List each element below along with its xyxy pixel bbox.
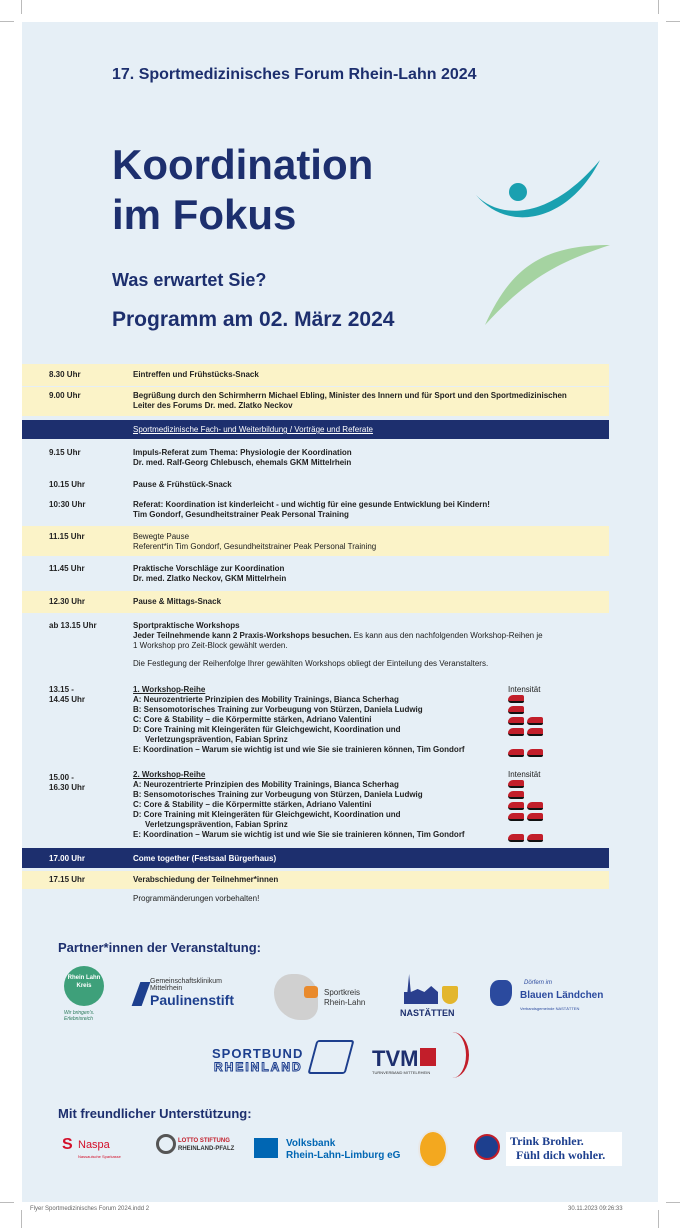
volksbank-line1: Volksbank	[286, 1138, 336, 1149]
nastaetten-name: NASTÄTTEN	[400, 1008, 455, 1018]
gkm-paulinenstift-logo	[136, 978, 256, 1008]
schedule-text: Begrüßung durch den Schirmherrn Michael Ebling, Minister des Innern und für Sport und den Sportmedizinischen Leiter des Forums Dr. med. Zlatko Neckov	[133, 391, 567, 410]
lotto-line2: RHEINLAND-PFALZ	[178, 1146, 235, 1152]
support-heading: Mit freundlicher Unterstützung:	[58, 1106, 252, 1121]
sportkreis-logo	[274, 968, 374, 1024]
tvm-swoosh-icon	[436, 1032, 469, 1078]
sneaker-icon	[508, 706, 524, 714]
clover-icon	[156, 1134, 176, 1154]
naspa-name: Naspa	[78, 1139, 110, 1151]
schedule-row	[22, 562, 609, 586]
blauen-laendchen-logo	[490, 978, 610, 1018]
sportbund-line1: SPORTBUND	[212, 1046, 304, 1061]
crop-mark	[658, 0, 659, 14]
sportkreis-name: Sportkreis Rhein-Lahn	[324, 988, 366, 1007]
lotto-line1: LOTTO STIFTUNG	[178, 1138, 230, 1144]
schedule-row	[22, 498, 609, 522]
brohler-line1: Trink Brohler.	[510, 1134, 584, 1148]
volksbank-logo	[254, 1136, 404, 1166]
nastaetten-logo	[398, 970, 464, 1020]
sponsor-badge-icon	[474, 1134, 500, 1160]
intensity-row	[508, 750, 546, 759]
schedule-time: 17.15 Uhr	[49, 875, 86, 884]
sponsor-badge-logo	[474, 1134, 502, 1162]
schedule-row	[22, 848, 609, 868]
gkm-line1: Gemeinschaftsklinikum	[150, 978, 222, 985]
schedule-text: Pause & Mittags-Snack	[133, 597, 222, 606]
blauen-line3: Verbandsgemeinde NASTÄTTEN	[520, 1006, 580, 1011]
sneaker-icon	[508, 791, 524, 799]
naspa-sub: Nassauische Sparkasse	[78, 1154, 121, 1159]
schedule-time: ab 13.15 Uhr	[49, 621, 97, 630]
figure-head	[509, 183, 527, 201]
schedule-time: 11.15 Uhr	[49, 532, 85, 541]
crop-mark	[658, 1210, 659, 1228]
sportbund-rheinland-logo	[212, 1038, 357, 1078]
headline	[112, 140, 373, 240]
map-highlight	[304, 986, 318, 998]
sneaker-icon	[508, 834, 524, 842]
headline-line1: Koordination	[112, 141, 374, 188]
crop-mark	[666, 1202, 680, 1203]
schedule-text: Pause & Frühstück-Snack	[133, 480, 232, 489]
forum-title: 17. Sportmedizinisches Forum Rhein-Lahn 2024	[112, 66, 477, 83]
intensity-row	[508, 729, 546, 738]
schedule-row	[22, 478, 609, 492]
schedule-row	[22, 446, 609, 470]
schedule-text: Come together (Festsaal Bürgerhaus)	[133, 854, 277, 863]
naspa-logo	[62, 1136, 142, 1166]
workshop-list: 1. Workshop-Reihe A: Neurozentrierte Prinzipien des Mobility Trainings, Bianca Scherhag B: Sensomotorisches Training zur Vorbeugung von Stürzen, Daniela Ludwig C: Core & Stability – die Körpermitte stärken, Adriano Valentini D: Core Training mit Kleingeräten für Gleichgewicht, Koordination und Verletzungsprävention, Fabian Sprinz E: Koordination – Warum sie wichtig ist und wie Sie sie trainieren können, Tim Gondorf	[133, 685, 465, 754]
intensity-row	[508, 835, 546, 844]
intensity-row	[508, 792, 527, 801]
brohler-line2: Fühl dich wohler.	[516, 1148, 606, 1162]
town-crest-icon	[442, 986, 458, 1004]
section-banner	[22, 420, 609, 439]
workshop-time: 13.15 - 14.45 Uhr	[49, 685, 86, 704]
schedule-time: 9.15 Uhr	[49, 448, 81, 457]
sneaker-icon	[508, 780, 524, 788]
crop-mark	[666, 21, 680, 22]
schedule-time: 17.00 Uhr	[49, 854, 86, 863]
partners-heading: Partner*innen der Veranstaltung:	[58, 940, 261, 955]
headline-line2: im Fokus	[112, 191, 297, 238]
brohler-logo	[506, 1132, 622, 1166]
sneaker-icon	[527, 834, 543, 842]
sneaker-icon	[527, 813, 543, 821]
sneaker-icon	[527, 728, 543, 736]
workshop-list: 2. Workshop-Reihe A: Neurozentrierte Prinzipien des Mobility Trainings, Bianca Scherhag B: Sensomotorisches Training zur Vorbeugung von Stürzen, Daniela Ludwig C: Core & Stability – die Körpermitte stärken, Adriano Valentini D: Core Training mit Kleingeräten für Gleichgewicht, Koordination und Verletzungsprävention, Fabian Sprinz E: Koordination – Warum sie wichtig ist und wie Sie sie trainieren können, Tim Gondorf	[133, 770, 465, 839]
disclaimer: Programmänderungen vorbehalten!	[133, 894, 260, 903]
sneaker-icon	[508, 749, 524, 757]
schedule-time: 9.00 Uhr	[49, 391, 81, 400]
schedule-row	[22, 364, 609, 386]
blauen-line1: Dörfern im	[524, 980, 553, 986]
schedule-time: 11.45 Uhr	[49, 564, 85, 573]
tvm-cross-icon	[420, 1048, 436, 1066]
crop-mark	[0, 21, 14, 22]
gkm-line2: Mittelrhein	[150, 985, 183, 992]
sparkasse-s-icon: S	[62, 1136, 73, 1153]
sneaker-icon	[508, 802, 524, 810]
figure-arm-swoosh	[476, 160, 600, 217]
region-shape-icon	[490, 980, 512, 1006]
intensity-label: Intensität	[508, 685, 541, 694]
schedule-row	[22, 387, 609, 416]
schedule-text: Verabschiedung der Teilnehmer*innen	[133, 875, 279, 884]
figure-body-swoosh	[485, 245, 610, 325]
intensity-row	[508, 781, 527, 790]
schedule-row	[22, 526, 609, 556]
crop-mark	[21, 0, 22, 14]
schedule-row	[22, 871, 609, 889]
intensity-column	[508, 685, 546, 760]
tvm-logo	[372, 1032, 472, 1082]
sneaker-icon	[508, 695, 524, 703]
blauen-line2: Blauen Ländchen	[520, 990, 604, 1001]
schedule-text: Bewegte Pause Referent*in Tim Gondorf, Gesundheitstrainer Peak Personal Training	[133, 532, 377, 551]
sponsor-round-icon	[418, 1130, 448, 1168]
schedule-text: Referat: Koordination ist kinderleicht - und wichtig für eine gesunde Entwicklung bei Kindern! Tim Gondorf, Gesundheitstrainer Peak Personal Training	[133, 500, 490, 519]
workshop-title: 1. Workshop-Reihe	[133, 685, 206, 694]
schedule-text: Sportpraktische Workshops Jeder Teilnehmende kann 2 Praxis-Workshops besuchen. Es kann aus den nachfolgenden Workshop-Reihen je 1 Workshop pro Zeit-Block gewählt werden. Die Festlegung der Reihenfolge Ihrer gewählten Workshops obliegt der Einteilung des Veranstalters.	[133, 621, 543, 668]
workshop-time: 15.00 - 16.30 Uhr	[49, 773, 86, 792]
sneaker-icon	[527, 802, 543, 810]
town-skyline-icon	[404, 974, 438, 1004]
schedule-text: Eintreffen und Frühstücks-Snack	[133, 370, 259, 379]
volksbank-line2: Rhein-Lahn-Limburg eG	[286, 1150, 401, 1161]
section-title: Sportmedizinische Fach- und Weiterbildung / Vorträge und Referate	[133, 425, 373, 434]
sneaker-icon	[527, 749, 543, 757]
rhein-lahn-kreis-logo	[64, 966, 112, 1030]
volksbank-x-icon	[254, 1138, 278, 1158]
program-title: Programm am 02. März 2024	[112, 308, 395, 331]
sportbund-emblem-icon	[307, 1040, 354, 1074]
intensity-row	[508, 803, 546, 812]
intensity-row	[508, 814, 546, 823]
sneaker-icon	[508, 728, 524, 736]
lotto-stiftung-logo	[156, 1132, 246, 1162]
schedule-time: 12.30 Uhr	[49, 597, 86, 606]
schedule-time: 10:30 Uhr	[49, 500, 86, 509]
sportbund-line2: RHEINLAND	[214, 1060, 303, 1074]
intensity-label: Intensität	[508, 770, 541, 779]
athlete-figure-logo	[470, 150, 620, 330]
rhein-lahn-slogan: Wir bringen's. Erlebnisreich	[64, 1010, 95, 1022]
sneaker-icon	[508, 813, 524, 821]
schedule-text: Impuls-Referat zum Thema: Physiologie der Koordination Dr. med. Ralf-Georg Chlebusch, ehemals GKM Mittelrhein	[133, 448, 352, 467]
subtitle: Was erwartet Sie?	[112, 270, 267, 290]
print-footer-left: Flyer Sportmedizinisches Forum 2024.indd 2	[30, 1206, 150, 1212]
workshop-block	[22, 683, 609, 761]
intensity-row	[508, 718, 546, 727]
tvm-sub: TURNVERBAND MITTELRHEIN	[372, 1070, 431, 1075]
schedule-time: 10.15 Uhr	[49, 480, 86, 489]
intensity-column	[508, 770, 546, 845]
schedule-text: Praktische Vorschläge zur Koordination Dr. med. Zlatko Neckov, GKM Mittelrhein	[133, 564, 287, 583]
tvm-name: TVM	[372, 1046, 419, 1071]
schedule-time: 8.30 Uhr	[49, 370, 81, 379]
intensity-row	[508, 707, 527, 716]
gkm-name: Paulinenstift	[150, 992, 235, 1008]
schedule-row	[22, 591, 609, 613]
print-footer-right: 30.11.2023 09:26:33	[568, 1206, 623, 1212]
sponsor-round-logo	[418, 1130, 444, 1166]
intensity-row	[508, 696, 527, 705]
workshop-title: 2. Workshop-Reihe	[133, 770, 206, 779]
crop-mark	[21, 1210, 22, 1228]
rhein-lahn-kreis-badge: Rhein Lahn Kreis	[64, 966, 104, 1006]
sneaker-icon	[527, 717, 543, 725]
sneaker-icon	[508, 717, 524, 725]
schedule-row	[22, 619, 609, 675]
workshop-block	[22, 768, 609, 846]
crop-mark	[0, 1202, 14, 1203]
